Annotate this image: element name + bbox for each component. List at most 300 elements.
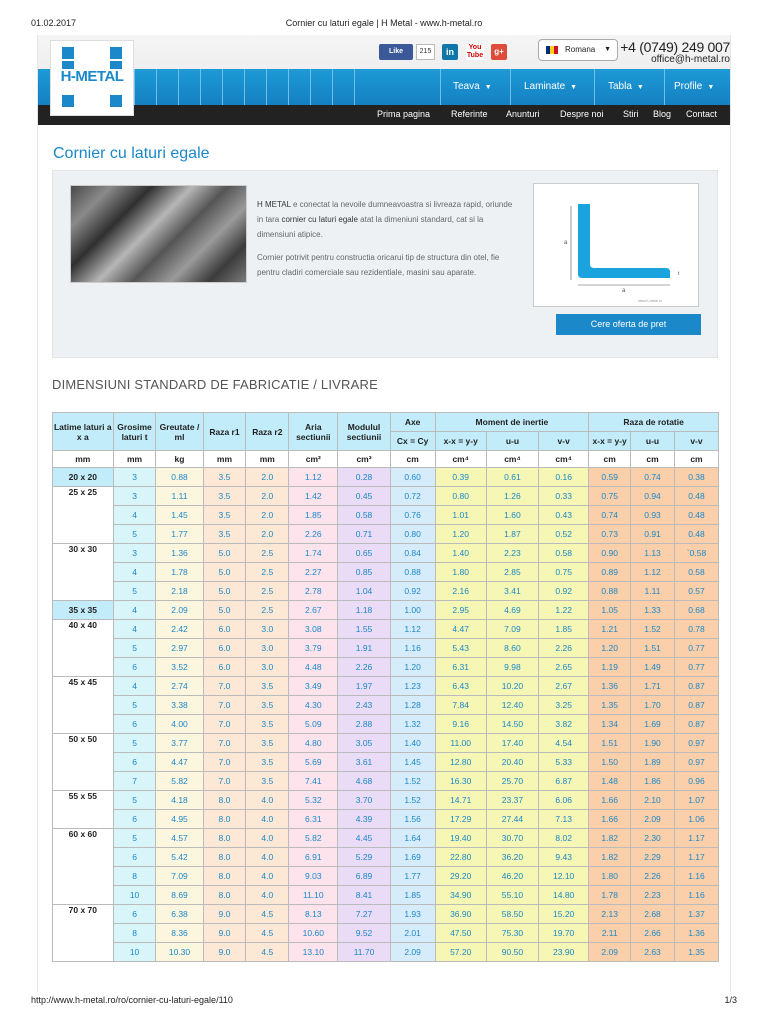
unit-cell: cm [589,451,631,468]
table-cell: 1.20 [435,525,486,544]
table-cell: 1.85 [390,886,435,905]
table-cell: 5.69 [289,753,338,772]
table-row [53,791,719,810]
table-cell: 4.80 [289,734,338,753]
header-raza-r2: Raza r2 [246,413,289,451]
table-cell: 0.75 [539,563,589,582]
email-address[interactable]: office@h-metal.ro [651,54,730,65]
table-row [53,943,719,962]
table-cell: 5.32 [289,791,338,810]
table-cell: 1.11 [156,487,203,506]
table-cell: 2.0 [246,468,289,487]
table-cell: 3.5 [246,715,289,734]
table-cell: 1.52 [390,772,435,791]
table-cell: 8.02 [539,829,589,848]
table-cell: 2.29 [631,848,675,867]
angle-profile-diagram [533,183,699,307]
table-row [53,905,719,924]
table-cell: 1.80 [589,867,631,886]
table-cell: 1.80 [435,563,486,582]
brand-name: H METAL [257,200,291,209]
print-url: http://www.h-metal.ro/ro/cornier-cu-laturi-egale/110 [31,995,233,1005]
table-cell: 5.0 [203,544,246,563]
header-raza-r1: Raza r1 [203,413,246,451]
table-cell: 2.16 [435,582,486,601]
table-cell: 4.47 [435,620,486,639]
table-cell: 0.80 [390,525,435,544]
table-row [53,582,719,601]
table-cell: 6.0 [203,639,246,658]
table-cell: 1.52 [631,620,675,639]
table-cell: 2.97 [156,639,203,658]
table-cell: 7.0 [203,715,246,734]
header-rr-uu: u-u [631,432,675,451]
table-cell: 1.33 [631,601,675,620]
size-cell: 70 x 70 [53,905,114,962]
table-cell: 0.89 [589,563,631,582]
table-cell: 3.82 [539,715,589,734]
table-cell: 0.65 [338,544,390,563]
size-cell: 30 x 30 [53,544,114,601]
table-cell: 1.89 [631,753,675,772]
table-cell: 0.58 [539,544,589,563]
subnav-despre-noi[interactable]: Despre noi [560,109,604,119]
table-cell: 3.52 [156,658,203,677]
table-cell: 1.86 [631,772,675,791]
table-cell: 0.97 [674,753,718,772]
table-cell: 29.20 [435,867,486,886]
table-cell: 4.5 [246,924,289,943]
table-row [53,867,719,886]
table-cell: 1.20 [390,658,435,677]
table-cell: 8.0 [203,886,246,905]
table-cell: 4 [113,601,156,620]
table-cell: 1.71 [631,677,675,696]
phone-number[interactable]: +4 (0749) 249 007 [620,39,730,55]
table-cell: 1.52 [390,791,435,810]
table-cell: 0.48 [674,487,718,506]
table-cell: 2.68 [631,905,675,924]
table-cell: 90.50 [486,943,538,962]
header-mi-vv: v-v [539,432,589,451]
table-cell: 3.5 [203,487,246,506]
unit-cell: mm [246,451,289,468]
table-cell: 15.20 [539,905,589,924]
nav-teava[interactable] [453,81,492,92]
table-cell: 8.41 [338,886,390,905]
table-cell: 8.0 [203,867,246,886]
print-title: Cornier cu laturi egale | H Metal - www.h-metal.ro [285,18,483,28]
table-cell: 8.69 [156,886,203,905]
table-cell: 1.00 [390,601,435,620]
table-cell: 2.78 [289,582,338,601]
table-cell: 1.07 [674,791,718,810]
table-cell: 10 [113,886,156,905]
table-cell: 6.91 [289,848,338,867]
subnav-prima-pagina[interactable]: Prima pagina [377,109,431,119]
table-cell: 0.61 [486,468,538,487]
table-row [53,715,719,734]
table-cell: 9.0 [203,943,246,962]
table-cell: 2.67 [539,677,589,696]
table-cell: 1.12 [289,468,338,487]
print-footer [0,992,768,1012]
table-cell: 0.71 [338,525,390,544]
table-cell: 5 [113,829,156,848]
size-cell: 25 x 25 [53,487,114,544]
unit-cell: cm [631,451,675,468]
table-cell: 1.13 [631,544,675,563]
print-page-number: 1/3 [724,995,737,1005]
chevron-down-icon: ▼ [604,46,611,53]
table-cell: 2.23 [486,544,538,563]
table-cell: 1.16 [390,639,435,658]
table-cell: 3.77 [156,734,203,753]
table-cell: 4.0 [246,791,289,810]
table-cell: 0.68 [674,601,718,620]
table-cell: 1.35 [674,943,718,962]
nav-laminate-label: Laminate [524,81,566,92]
table-cell: 5.0 [203,601,246,620]
table-cell: 10.60 [289,924,338,943]
table-cell: 3.38 [156,696,203,715]
table-cell: 7.09 [486,620,538,639]
table-cell: 1.17 [674,848,718,867]
table-cell: 4.54 [539,734,589,753]
table-cell: 0.87 [674,696,718,715]
table-cell: 5 [113,791,156,810]
table-cell: 0.92 [539,582,589,601]
table-cell: 1.69 [390,848,435,867]
table-cell: 4 [113,506,156,525]
table-cell: 6.87 [539,772,589,791]
table-cell: 0.57 [674,582,718,601]
table-cell: 0.33 [539,487,589,506]
table-row [53,639,719,658]
header-greutate: Greutate / ml [156,413,203,451]
table-cell: 12.10 [539,867,589,886]
table-cell: 1.85 [539,620,589,639]
table-cell: 7.09 [156,867,203,886]
diagram-label-a-horizontal: a [622,288,626,294]
table-cell: 7.41 [289,772,338,791]
diagram-label-t: t [678,271,680,277]
size-cell: 55 x 55 [53,791,114,829]
nav-teava-label: Teava [453,81,480,92]
table-row [53,544,719,563]
table-cell: 3.25 [539,696,589,715]
table-cell: 0.48 [674,506,718,525]
table-cell: 30.70 [486,829,538,848]
table-cell: 2.09 [390,943,435,962]
table-cell: 6 [113,848,156,867]
subnav-blog[interactable]: Blog [653,109,672,119]
table-cell: 1.21 [589,620,631,639]
table-cell: 1.40 [390,734,435,753]
table-cell: 2.5 [246,563,289,582]
nav-tabla[interactable] [608,81,644,92]
print-header [0,0,768,30]
request-quote-button[interactable]: Cere oferta de pret [556,314,701,335]
table-cell: 0.74 [631,468,675,487]
nav-tabla-label: Tabla [608,81,632,92]
header-grosime: Grosime laturi t [113,413,156,451]
logo[interactable] [50,40,134,116]
diagram-watermark: www.h-metal.ro [638,299,663,303]
table-cell: 2.0 [246,525,289,544]
table-cell: 0.45 [338,487,390,506]
table-cell: 1.50 [589,753,631,772]
table-cell: 0.77 [674,658,718,677]
table-cell: 0.90 [589,544,631,563]
table-cell: 5.82 [156,772,203,791]
table-cell: 36.20 [486,848,538,867]
product-keyword: cornier cu laturi egale [281,215,358,224]
table-cell: 6.38 [156,905,203,924]
unit-cell: cm² [289,451,338,468]
table-cell: 2.01 [390,924,435,943]
table-cell: 7 [113,772,156,791]
section-title: DIMENSIUNI STANDARD DE FABRICATIE / LIVRARE [52,377,378,392]
table-cell: 4.5 [246,943,289,962]
table-cell: 12.40 [486,696,538,715]
table-cell: 4.39 [338,810,390,829]
table-cell: 0.76 [390,506,435,525]
table-cell: 3.0 [246,658,289,677]
table-cell: 13.10 [289,943,338,962]
table-cell: 1.16 [674,867,718,886]
subnav-stiri[interactable]: Stiri [623,109,639,119]
table-cell: 2.5 [246,544,289,563]
table-cell: 1.36 [589,677,631,696]
table-cell: 14.50 [486,715,538,734]
table-cell: 2.63 [631,943,675,962]
header-axe-sub: Cx = Cy [390,432,435,451]
table-cell: 75.30 [486,924,538,943]
googleplus-icon[interactable]: g+ [491,44,507,60]
table-cell: 6 [113,658,156,677]
header-rr-vv: v-v [674,432,718,451]
table-row [53,753,719,772]
table-cell: 46.20 [486,867,538,886]
nav-profile-label: Profile [674,81,703,92]
table-cell: 1.91 [338,639,390,658]
table-cell: 0.74 [589,506,631,525]
table-cell: 0.28 [338,468,390,487]
table-row [53,848,719,867]
table-cell: 6.89 [338,867,390,886]
table-cell: 55.10 [486,886,538,905]
size-cell: 20 x 20 [53,468,114,487]
table-cell: 0.16 [539,468,589,487]
table-cell: 1.16 [674,886,718,905]
table-cell: 23.90 [539,943,589,962]
table-cell: 5.82 [289,829,338,848]
table-cell: 1.78 [156,563,203,582]
table-cell: 1.45 [156,506,203,525]
table-row [53,924,719,943]
table-cell: 2.5 [246,601,289,620]
table-cell: 7.27 [338,905,390,924]
table-cell: 17.40 [486,734,538,753]
table-row [53,563,719,582]
header-latime: Latime laturi a x a [53,413,114,451]
facebook-like-button[interactable] [379,44,413,60]
youtube-icon[interactable]: You Tube [466,44,484,59]
table-cell: 8 [113,867,156,886]
table-cell: 9.16 [435,715,486,734]
page-title: Cornier cu laturi egale [53,145,210,162]
table-cell: 2.13 [589,905,631,924]
table-cell: 2.74 [156,677,203,696]
table-cell: 2.18 [156,582,203,601]
table-cell: 6.0 [203,620,246,639]
table-cell: 2.42 [156,620,203,639]
header-mi-uu: u-u [486,432,538,451]
table-cell: 3 [113,487,156,506]
table-cell: 5.0 [203,563,246,582]
table-cell: 0.85 [338,563,390,582]
table-cell: 3 [113,544,156,563]
table-cell: 9.0 [203,924,246,943]
header-mi-xx: x-x = y-y [435,432,486,451]
size-cell: 40 x 40 [53,620,114,677]
table-cell: 8 [113,924,156,943]
table-cell: 4.0 [246,810,289,829]
table-cell: 1.87 [486,525,538,544]
table-cell: 8.0 [203,791,246,810]
table-cell: 0.93 [631,506,675,525]
table-cell: 1.66 [589,810,631,829]
table-cell: 1.12 [631,563,675,582]
table-cell: 6 [113,753,156,772]
table-cell: 0.75 [589,487,631,506]
table-cell: 0.88 [156,468,203,487]
romania-flag-icon [546,46,558,54]
table-cell: 0.78 [674,620,718,639]
table-cell: 19.40 [435,829,486,848]
table-cell: 0.39 [435,468,486,487]
table-cell: 0.72 [390,487,435,506]
table-cell: 4.30 [289,696,338,715]
table-cell: 1.42 [289,487,338,506]
table-cell: 3.5 [203,525,246,544]
table-cell: 2.23 [631,886,675,905]
subnav-contact[interactable]: Contact [686,109,718,119]
table-cell: 2.09 [631,810,675,829]
table-cell: 2.09 [589,943,631,962]
table-cell: 5.29 [338,848,390,867]
table-cell: 9.52 [338,924,390,943]
table-cell: 1.23 [390,677,435,696]
table-cell: 1.51 [631,639,675,658]
header-modulul: Modulul sectiunii [338,413,390,451]
table-cell: 1.36 [156,544,203,563]
description-paragraph-2: Cornier potrivit pentru constructia oricarui tip de structura din otel, fie pentru cladiri comerciale sau rezidentiale, masini sau aparate. [257,253,500,277]
table-row [53,601,719,620]
table-row [53,487,719,506]
table-cell: 2.43 [338,696,390,715]
table-cell: 6.31 [435,658,486,677]
table-cell: 1.64 [390,829,435,848]
table-cell: 5.33 [539,753,589,772]
table-cell: 5.0 [203,582,246,601]
table-cell: 4 [113,677,156,696]
table-cell: 2.5 [246,582,289,601]
table-cell: 1.26 [486,487,538,506]
table-cell: 5 [113,582,156,601]
table-row [53,658,719,677]
table-cell: 4.18 [156,791,203,810]
table-cell: 0.59 [589,468,631,487]
table-cell: 47.50 [435,924,486,943]
description-paragraph-1 [257,197,517,242]
table-cell: 9.98 [486,658,538,677]
nav-profile[interactable] [674,81,714,92]
linkedin-icon[interactable]: in [442,44,458,60]
table-cell: 12.80 [435,753,486,772]
table-cell: 1.55 [338,620,390,639]
secondary-nav [38,105,731,125]
table-cell: 1.12 [390,620,435,639]
table-cell: 1.56 [390,810,435,829]
table-row [53,829,719,848]
table-row [53,620,719,639]
table-cell: 2.26 [289,525,338,544]
table-cell: 16.30 [435,772,486,791]
table-cell: 8.0 [203,848,246,867]
table-cell: 0.88 [589,582,631,601]
table-cell: 0.48 [674,525,718,544]
table-cell: 1.34 [589,715,631,734]
table-cell: 1.48 [589,772,631,791]
table-cell: 4.0 [246,867,289,886]
table-row [53,886,719,905]
subnav-anunturi[interactable]: Anunturi [506,109,540,119]
table-cell: 7.0 [203,772,246,791]
table-cell: 57.20 [435,943,486,962]
table-cell: 7.0 [203,753,246,772]
subnav-referinte[interactable]: Referinte [451,109,488,119]
table-cell: 25.70 [486,772,538,791]
table-cell: 3.5 [246,753,289,772]
table-cell: 2.09 [156,601,203,620]
table-cell: 2.95 [435,601,486,620]
table-cell: 2.26 [631,867,675,886]
table-row [53,772,719,791]
table-cell: 0.91 [631,525,675,544]
description-text-b: atat la dimeniuni standard, cat si la dimensiuni atipice. [257,215,484,239]
table-cell: 1.40 [435,544,486,563]
table-cell: `0.58 [674,544,718,563]
language-select[interactable] [538,39,618,61]
table-cell: 6 [113,715,156,734]
dimensions-table [52,412,719,962]
table-row [53,468,719,487]
table-cell: 7.84 [435,696,486,715]
table-cell: 10.30 [156,943,203,962]
table-cell: 8.13 [289,905,338,924]
table-cell: 1.82 [589,829,631,848]
units-row [53,451,719,468]
table-row [53,506,719,525]
nav-laminate[interactable] [524,81,577,92]
table-cell: 22.80 [435,848,486,867]
table-cell: 4.68 [338,772,390,791]
table-cell: 2.0 [246,487,289,506]
table-cell: 4.45 [338,829,390,848]
table-cell: 5 [113,525,156,544]
